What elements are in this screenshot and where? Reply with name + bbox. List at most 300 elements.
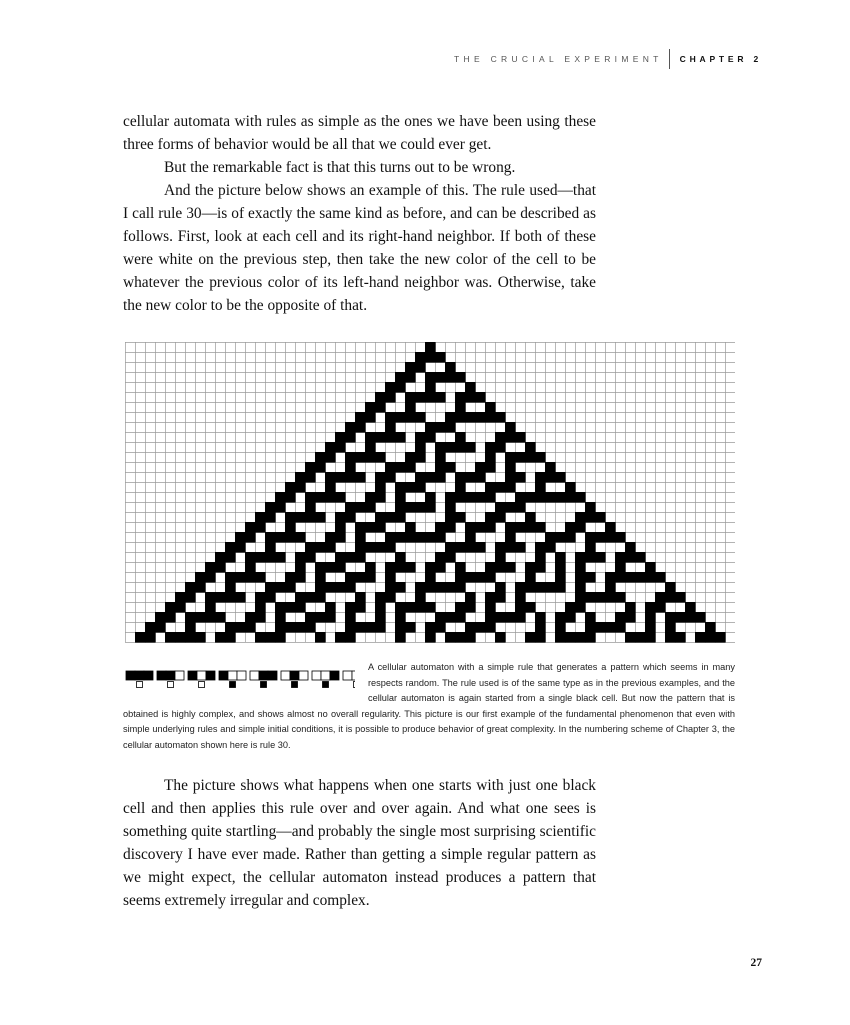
black-cell: [385, 562, 396, 573]
black-cell: [145, 632, 156, 643]
black-cell: [365, 502, 376, 513]
black-cell: [355, 452, 366, 463]
black-cell: [495, 542, 506, 553]
black-cell: [305, 502, 316, 513]
black-cell: [695, 612, 706, 623]
black-cell: [395, 632, 406, 643]
black-cell: [305, 592, 316, 603]
black-cell: [315, 452, 326, 463]
black-cell: [405, 412, 416, 423]
black-cell: [445, 542, 456, 553]
black-cell: [485, 442, 496, 453]
black-cell: [645, 632, 656, 643]
black-cell: [415, 592, 426, 603]
black-cell: [495, 442, 506, 453]
black-cell: [135, 632, 146, 643]
black-cell: [445, 582, 456, 593]
black-cell: [295, 592, 306, 603]
black-cell: [485, 412, 496, 423]
black-cell: [315, 542, 326, 553]
black-cell: [645, 572, 656, 583]
black-cell: [615, 592, 626, 603]
black-cell: [555, 562, 566, 573]
black-cell: [655, 572, 666, 583]
black-cell: [285, 492, 296, 503]
black-cell: [575, 572, 586, 583]
black-cell: [335, 512, 346, 523]
black-cell: [355, 502, 366, 513]
black-cell: [395, 502, 406, 513]
black-cell: [435, 372, 446, 383]
black-cell: [275, 622, 286, 633]
black-cell: [415, 502, 426, 513]
black-cell: [205, 562, 216, 573]
black-cell: [505, 452, 516, 463]
black-cell: [395, 552, 406, 563]
black-cell: [465, 592, 476, 603]
black-cell: [375, 482, 386, 493]
black-cell: [605, 572, 616, 583]
black-cell: [555, 572, 566, 583]
black-cell: [235, 572, 246, 583]
black-cell: [365, 622, 376, 633]
black-cell: [485, 522, 496, 533]
black-cell: [305, 552, 316, 563]
black-cell: [195, 632, 206, 643]
black-cell: [225, 552, 236, 563]
black-cell: [615, 612, 626, 623]
black-cell: [495, 482, 506, 493]
black-cell: [285, 602, 296, 613]
black-cell: [355, 532, 366, 543]
black-cell: [285, 522, 296, 533]
black-cell: [555, 622, 566, 633]
black-cell: [185, 632, 196, 643]
black-cell: [525, 492, 536, 503]
black-cell: [525, 572, 536, 583]
black-cell: [665, 592, 676, 603]
black-cell: [535, 582, 546, 593]
black-cell: [375, 602, 386, 613]
black-cell: [205, 592, 216, 603]
black-cell: [435, 392, 446, 403]
page-number: 27: [750, 957, 762, 969]
black-cell: [245, 532, 256, 543]
black-cell: [205, 612, 216, 623]
black-cell: [415, 442, 426, 453]
black-cell: [465, 412, 476, 423]
black-cell: [575, 582, 586, 593]
black-cell: [415, 432, 426, 443]
black-cell: [435, 422, 446, 433]
black-cell: [505, 562, 516, 573]
black-cell: [265, 592, 276, 603]
black-cell: [335, 432, 346, 443]
black-cell: [435, 622, 446, 633]
black-cell: [445, 412, 456, 423]
black-cell: [585, 592, 596, 603]
black-cell: [645, 622, 656, 633]
black-cell: [485, 462, 496, 473]
black-cell: [615, 572, 626, 583]
black-cell: [375, 402, 386, 413]
black-cell: [245, 572, 256, 583]
black-cell: [605, 582, 616, 593]
black-cell: [435, 472, 446, 483]
black-cell: [195, 612, 206, 623]
black-cell: [455, 582, 466, 593]
black-cell: [345, 602, 356, 613]
black-cell: [505, 422, 516, 433]
black-cell: [395, 372, 406, 383]
black-cell: [365, 442, 376, 453]
black-cell: [275, 552, 286, 563]
black-cell: [285, 582, 296, 593]
black-cell: [345, 552, 356, 563]
black-cell: [355, 542, 366, 553]
black-cell: [555, 612, 566, 623]
black-cell: [265, 582, 276, 593]
black-cell: [405, 562, 416, 573]
black-cell: [535, 492, 546, 503]
black-cell: [335, 472, 346, 483]
black-cell: [315, 562, 326, 573]
black-cell: [415, 532, 426, 543]
black-cell: [595, 552, 606, 563]
black-cell: [445, 372, 456, 383]
black-cell: [245, 612, 256, 623]
black-cell: [425, 382, 436, 393]
black-cell: [485, 482, 496, 493]
black-cell: [545, 492, 556, 503]
black-cell: [495, 552, 506, 563]
black-cell: [605, 522, 616, 533]
black-cell: [225, 622, 236, 633]
black-cell: [395, 582, 406, 593]
black-cell: [185, 582, 196, 593]
black-cell: [455, 392, 466, 403]
black-cell: [625, 542, 636, 553]
black-cell: [365, 432, 376, 443]
black-cell: [425, 562, 436, 573]
black-cell: [445, 512, 456, 523]
black-cell: [535, 552, 546, 563]
black-cell: [615, 622, 626, 633]
black-cell: [225, 582, 236, 593]
black-cell: [555, 552, 566, 563]
figure-caption: [123, 660, 735, 754]
black-cell: [195, 572, 206, 583]
black-cell: [305, 472, 316, 483]
black-cell: [525, 522, 536, 533]
black-cell: [275, 582, 286, 593]
black-cell: [325, 542, 336, 553]
black-cell: [405, 482, 416, 493]
black-cell: [425, 492, 436, 503]
black-cell: [375, 542, 386, 553]
black-cell: [385, 572, 396, 583]
black-cell: [545, 542, 556, 553]
black-cell: [445, 442, 456, 453]
black-cell: [495, 632, 506, 643]
black-cell: [225, 592, 236, 603]
black-cell: [255, 572, 266, 583]
black-cell: [325, 612, 336, 623]
black-cell: [465, 442, 476, 453]
black-cell: [315, 492, 326, 503]
black-cell: [345, 612, 356, 623]
black-cell: [435, 452, 446, 463]
black-cell: [575, 562, 586, 573]
black-cell: [355, 552, 366, 563]
black-cell: [515, 582, 526, 593]
black-cell: [175, 602, 186, 613]
black-cell: [445, 462, 456, 473]
black-cell: [705, 622, 716, 633]
black-cell: [625, 602, 636, 613]
black-cell: [145, 622, 156, 633]
black-cell: [285, 622, 296, 633]
black-cell: [215, 592, 226, 603]
black-cell: [515, 602, 526, 613]
black-cell: [575, 552, 586, 563]
black-cell: [515, 522, 526, 533]
black-cell: [305, 622, 316, 633]
black-cell: [455, 492, 466, 503]
black-cell: [385, 472, 396, 483]
black-cell: [535, 522, 546, 533]
black-cell: [475, 572, 486, 583]
black-cell: [355, 602, 366, 613]
black-cell: [185, 612, 196, 623]
black-cell: [345, 622, 356, 633]
black-cell: [665, 582, 676, 593]
black-cell: [465, 522, 476, 533]
black-cell: [645, 602, 656, 613]
black-cell: [325, 532, 336, 543]
black-cell: [275, 502, 286, 513]
body-paragraph-4: The picture shows what happens when one starts with just one black cell and then applies this rule over and over again. And what one sees is something quite startling—and probably the single most surprising scientific discovery I have ever made. Rather than getting a simple regular pattern as we might expect, the cellular automaton instead produces a pattern that seems extremely irregular and complex.: [123, 777, 596, 909]
black-cell: [405, 622, 416, 633]
black-cell: [535, 472, 546, 483]
black-cell: [445, 632, 456, 643]
black-cell: [335, 532, 346, 543]
black-cell: [235, 532, 246, 543]
black-cell: [675, 632, 686, 643]
black-cell: [295, 532, 306, 543]
black-cell: [555, 492, 566, 503]
black-cell: [395, 612, 406, 623]
black-cell: [555, 582, 566, 593]
black-cell: [225, 572, 236, 583]
black-cell: [505, 472, 516, 483]
black-cell: [495, 592, 506, 603]
black-cell: [425, 602, 436, 613]
black-cell: [365, 402, 376, 413]
black-cell: [475, 542, 486, 553]
black-cell: [195, 582, 206, 593]
black-cell: [445, 612, 456, 623]
black-cell: [155, 612, 166, 623]
black-cell: [375, 452, 386, 463]
black-cell: [415, 352, 426, 363]
black-cell: [355, 522, 366, 533]
black-cell: [445, 422, 456, 433]
black-cell: [265, 552, 276, 563]
black-cell: [405, 402, 416, 413]
black-cell: [375, 472, 386, 483]
black-cell: [165, 612, 176, 623]
black-cell: [545, 462, 556, 473]
black-cell: [465, 472, 476, 483]
black-cell: [345, 572, 356, 583]
black-cell: [475, 622, 486, 633]
black-cell: [265, 512, 276, 523]
black-cell: [525, 632, 536, 643]
black-cell: [565, 522, 576, 533]
black-cell: [515, 472, 526, 483]
black-cell: [385, 432, 396, 443]
black-cell: [395, 462, 406, 473]
black-cell: [635, 572, 646, 583]
black-cell: [635, 552, 646, 563]
black-cell: [495, 512, 506, 523]
black-cell: [185, 592, 196, 603]
black-cell: [565, 612, 576, 623]
black-cell: [375, 522, 386, 533]
black-cell: [565, 632, 576, 643]
black-cell: [625, 612, 636, 623]
black-cell: [175, 632, 186, 643]
black-cell: [255, 632, 266, 643]
black-cell: [225, 542, 236, 553]
black-cell: [365, 522, 376, 533]
black-cell: [415, 452, 426, 463]
black-cell: [305, 462, 316, 473]
black-cell: [255, 592, 266, 603]
black-cell: [495, 582, 506, 593]
black-cell: [315, 462, 326, 473]
black-cell: [355, 572, 366, 583]
black-cell: [425, 502, 436, 513]
black-cell: [305, 512, 316, 523]
black-cell: [525, 452, 536, 463]
black-cell: [415, 602, 426, 613]
black-cell: [565, 482, 576, 493]
black-cell: [455, 612, 466, 623]
black-cell: [385, 592, 396, 603]
black-cell: [275, 612, 286, 623]
black-cell: [425, 342, 436, 353]
black-cell: [515, 432, 526, 443]
black-cell: [345, 452, 356, 463]
black-cell: [655, 602, 666, 613]
black-cell: [475, 492, 486, 503]
black-cell: [455, 542, 466, 553]
black-cell: [355, 622, 366, 633]
black-cell: [575, 592, 586, 603]
black-cell: [335, 552, 346, 563]
black-cell: [345, 422, 356, 433]
black-cell: [435, 532, 446, 543]
black-cell: [445, 502, 456, 513]
black-cell: [265, 632, 276, 643]
black-cell: [395, 622, 406, 633]
black-cell: [585, 542, 596, 553]
black-cell: [585, 572, 596, 583]
black-cell: [555, 472, 566, 483]
black-cell: [365, 542, 376, 553]
black-cell: [415, 412, 426, 423]
black-cell: [425, 622, 436, 633]
black-cell: [575, 522, 586, 533]
black-cell: [325, 562, 336, 573]
black-cell: [365, 572, 376, 583]
black-cell: [555, 532, 566, 543]
black-cell: [265, 502, 276, 513]
black-cell: [575, 602, 586, 613]
black-cell: [685, 602, 696, 613]
black-cell: [285, 482, 296, 493]
black-cell: [255, 602, 266, 613]
black-cell: [355, 422, 366, 433]
black-cell: [515, 452, 526, 463]
black-cell: [345, 502, 356, 513]
black-cell: [485, 612, 496, 623]
black-cell: [235, 592, 246, 603]
black-cell: [465, 492, 476, 503]
black-cell: [485, 512, 496, 523]
black-cell: [415, 392, 426, 403]
black-cell: [515, 612, 526, 623]
black-cell: [315, 572, 326, 583]
black-cell: [645, 562, 656, 573]
black-cell: [615, 552, 626, 563]
black-cell: [405, 522, 416, 533]
black-cell: [645, 612, 656, 623]
black-cell: [295, 472, 306, 483]
black-cell: [445, 362, 456, 373]
black-cell: [435, 442, 446, 453]
black-cell: [505, 482, 516, 493]
black-cell: [465, 632, 476, 643]
black-cell: [425, 352, 436, 363]
black-cell: [205, 602, 216, 613]
black-cell: [495, 412, 506, 423]
black-cell: [485, 622, 496, 633]
black-cell: [375, 612, 386, 623]
black-cell: [455, 442, 466, 453]
black-cell: [365, 412, 376, 423]
black-cell: [545, 532, 556, 543]
black-cell: [695, 632, 706, 643]
black-cell: [465, 392, 476, 403]
running-header: [454, 50, 762, 68]
black-cell: [355, 592, 366, 603]
black-cell: [585, 632, 596, 643]
black-cell: [435, 612, 446, 623]
black-cell: [265, 542, 276, 553]
black-cell: [445, 492, 456, 503]
black-cell: [525, 512, 536, 523]
black-cell: [455, 562, 466, 573]
black-cell: [675, 592, 686, 603]
black-cell: [605, 622, 616, 633]
black-cell: [255, 522, 266, 533]
black-cell: [435, 562, 446, 573]
black-cell: [385, 392, 396, 403]
black-cell: [325, 442, 336, 453]
